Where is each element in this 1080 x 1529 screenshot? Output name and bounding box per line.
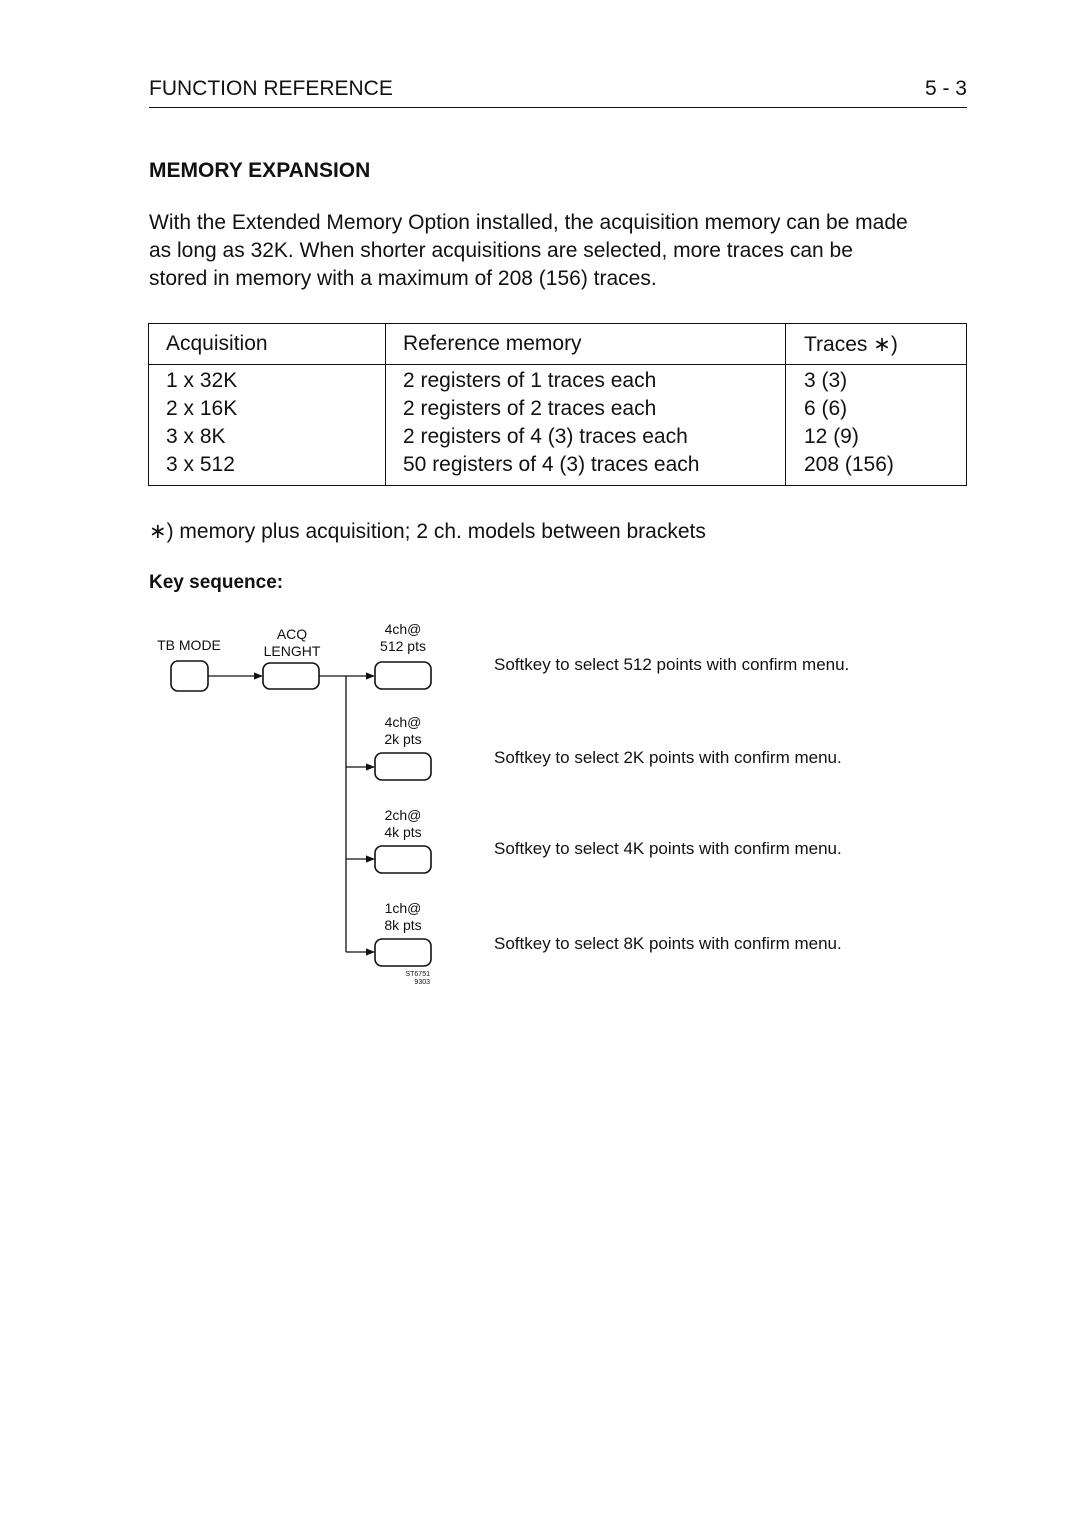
table-header-reference-memory: Reference memory [403,332,582,355]
table-header-traces: Traces ∗) [804,333,898,356]
softkey-512-label-line2: 512 pts [380,638,426,654]
softkey-4k-label-line2: 4k pts [384,824,422,840]
table-cell: 3 (3) [804,369,848,392]
table-cell: 3 x 512 [166,453,235,476]
figure-code: 9303 [414,979,430,986]
header-section-title: FUNCTION REFERENCE [149,77,393,100]
table-cell: 3 x 8K [166,425,226,448]
softkey-512-description: Softkey to select 512 points with confirm menu. [494,655,850,674]
section-title: MEMORY EXPANSION [149,159,371,182]
page-number: 5 - 3 [924,77,967,100]
tb-mode-key[interactable] [171,661,208,691]
tb-mode-label: TB MODE [157,637,221,653]
softkey-4k-pts[interactable] [375,846,431,873]
softkey-8k-label-line2: 8k pts [384,917,422,933]
table-cell: 2 x 16K [166,397,238,420]
softkey-2k-label-line2: 2k pts [384,731,422,747]
table-cell: 6 (6) [804,397,848,420]
softkey-2k-description: Softkey to select 2K points with confirm menu. [494,748,842,767]
intro-line: With the Extended Memory Option installed, the acquisition memory can be made [149,211,908,234]
softkey-2k-pts[interactable] [375,753,431,780]
softkey-512-pts[interactable] [375,662,431,689]
softkey-512-label-line1: 4ch@ [384,621,422,637]
acq-length-label-line1: ACQ [276,626,308,642]
table-cell: 12 (9) [804,425,859,448]
table-header-acquisition: Acquisition [166,332,268,355]
softkey-4k-label-line1: 2ch@ [384,807,422,823]
softkey-2k-label-line1: 4ch@ [384,714,422,730]
key-sequence-title: Key sequence: [149,572,284,593]
table-cell: 2 registers of 2 traces each [403,397,657,420]
intro-line: as long as 32K. When shorter acquisitions are selected, more traces can be [149,239,853,262]
intro-line: stored in memory with a maximum of 208 (156) traces. [149,267,657,290]
table-cell: 2 registers of 4 (3) traces each [403,425,688,448]
table-cell: 2 registers of 1 traces each [403,369,657,392]
softkey-4k-description: Softkey to select 4K points with confirm menu. [494,839,842,858]
softkey-8k-label-line1: 1ch@ [384,900,422,916]
table-cell: 1 x 32K [166,369,238,392]
acq-length-key[interactable] [263,663,319,689]
softkey-8k-pts[interactable] [375,939,431,966]
table-cell: 208 (156) [804,453,894,476]
table-cell: 50 registers of 4 (3) traces each [403,453,700,476]
softkey-8k-description: Softkey to select 8K points with confirm menu. [494,934,842,953]
figure-code: ST6751 [405,971,430,978]
table-footnote: ∗) memory plus acquisition; 2 ch. models between brackets [149,520,706,543]
acq-length-label-line2: LENGHT [263,643,321,659]
